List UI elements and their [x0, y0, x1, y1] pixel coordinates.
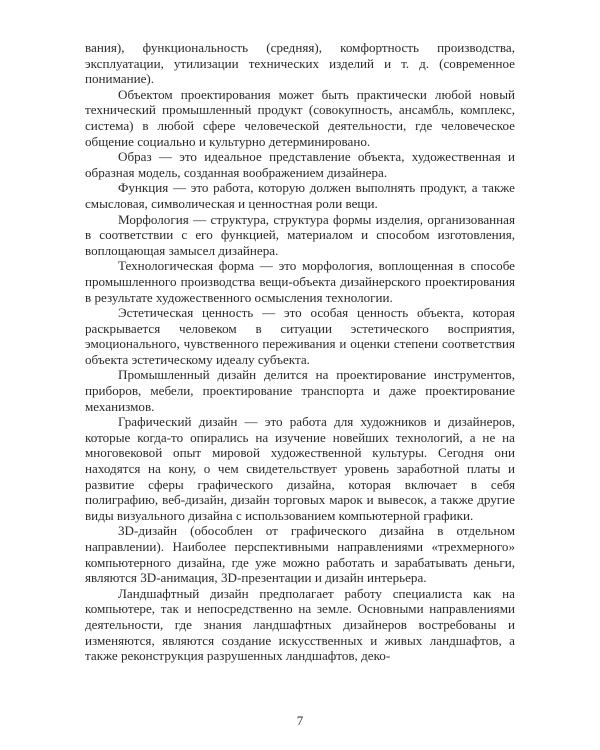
paragraph: Образ — это идеальное представление объекта, художественная и образная модель, созданная воображением дизайнера. [85, 149, 515, 180]
paragraph: Эстетическая ценность — это особая ценность объекта, которая раскрывается человеком в ситуации эстетического восприятия, эмоционального, чувственного переживания и оценки степени соответствия объекта эстетическому идеалу субъекта. [85, 305, 515, 367]
paragraph: Объектом проектирования может быть практически любой новый технический промышленный продукт (совокупность, ансамбль, комплекс, система) в любой сфере человеческой деятельности, где человеческое общение социально и культурно детерминировано. [85, 86, 515, 149]
paragraph: Промышленный дизайн делится на проектирование инструментов, приборов, мебели, проектирование транспорта и даже проектирование механизмов. [85, 367, 515, 414]
page-number: 7 [296, 713, 304, 728]
body-text [85, 40, 515, 664]
paragraph: 3D-дизайн (обособлен от графического дизайна в отдельном направлении). Наиболее перспективными направлениями «трехмерного» компьютерного дизайна, где уже можно работать и зарабатывать деньги, являются 3D-анимация, 3D-презентации и дизайн интерьера. [85, 523, 515, 586]
paragraph: Графический дизайн — это работа для художников и дизайнеров, которые когда-то опирались на изучение новейших технологий, а не на многовековой опыт мировой художественной культуры. Сегодня они находятся на кону, о чем свидетельствует уровень заработной платы и развитие сферы графического дизайна, которая включает в себя полиграфию, веб-дизайн, дизайн торговых марок и вывесок, а также другие виды визуального дизайна с использованием компьютерной графики. [85, 414, 515, 523]
paragraph: Технологическая форма — это морфология, воплощенная в способе промышленного производства вещи-объекта дизайнерского проектирования в результате художественного осмысления технологии. [85, 258, 515, 305]
paragraph: Морфология — структура, структура формы изделия, организованная в соответствии с его функцией, материалом и способом изготовления, воплощающая замысел дизайнера. [85, 211, 515, 258]
paragraph: Функция — это работа, которую должен выполнять продукт, а также смысловая, символическая и ценностная роли вещи. [85, 180, 515, 211]
paragraph: Ландшафтный дизайн предполагает работу специалиста как на компьютере, так и непосредственно на земле. Основными направлениями деятельности, где знания ландшафтных дизайнеров востребованы и изменяются, являются создание искусственных и живых ландшафтов, а также реконструкция разрушенных ландшафтов, деко- [85, 585, 515, 664]
paragraph: вания), функциональность (средняя), комфортность производства, эксплуатации, утилизации технических изделий и т. д. (современное понимание). [85, 40, 515, 87]
